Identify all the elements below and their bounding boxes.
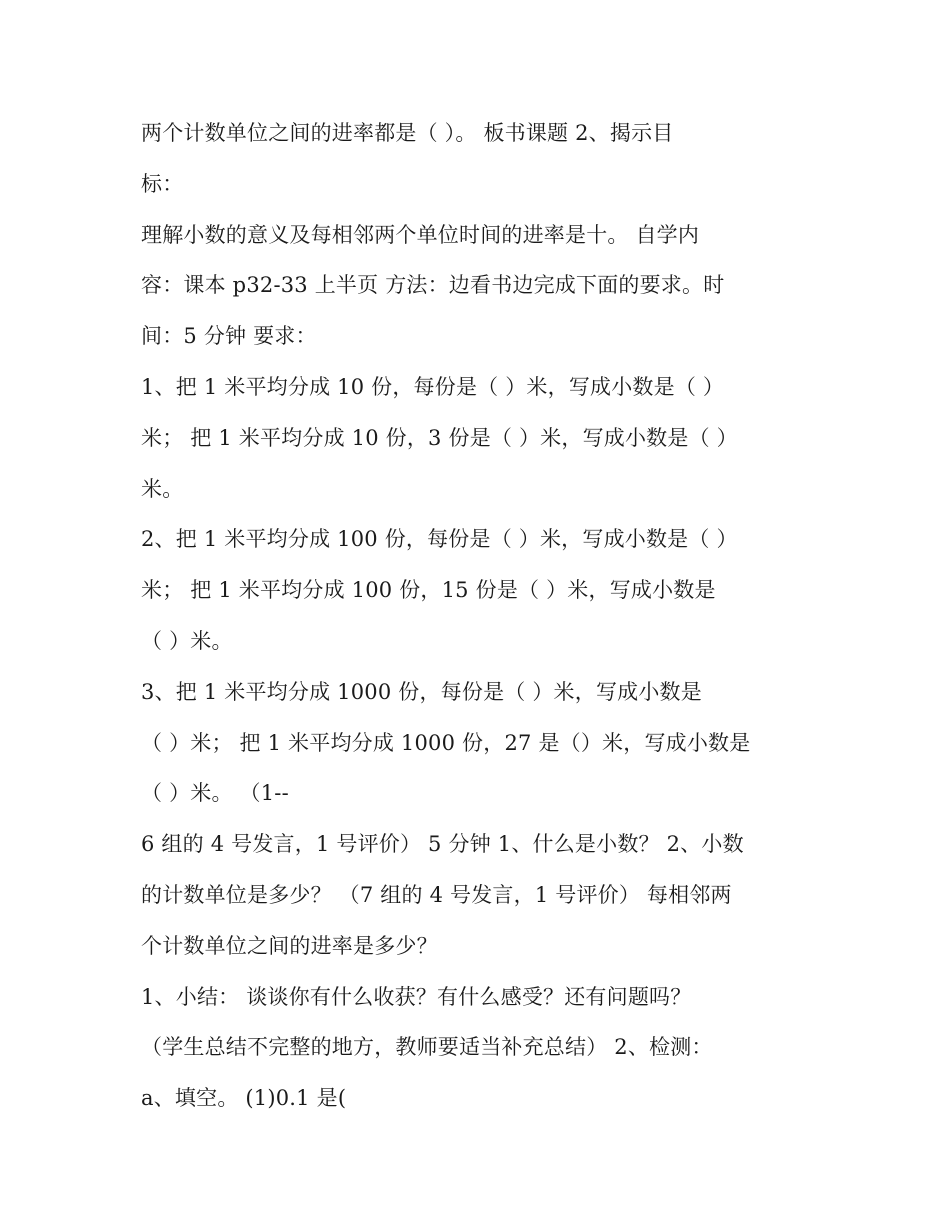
text-line: 标： bbox=[141, 171, 184, 196]
document-body bbox=[141, 108, 811, 1124]
text-line: 米； 把 1 米平均分成 10 份，3 份是（ ）米，写成小数是（ ） bbox=[141, 425, 738, 450]
text-line: 6 组的 4 号发言，1 号评价） 5 分钟 1、什么是小数？ 2、小数 bbox=[141, 832, 744, 857]
text-line: 3、把 1 米平均分成 1000 份，每份是（ ）米，写成小数是 bbox=[141, 679, 702, 704]
text-line: 1、小结： 谈谈你有什么收获？有什么感受？还有问题吗？ bbox=[141, 984, 692, 1009]
text-line: 米。 bbox=[141, 476, 184, 501]
text-line: （ ）米。 （1-- bbox=[141, 781, 289, 806]
text-line: 间：5 分钟 要求： bbox=[141, 324, 317, 349]
text-line: 容：课本 p32-33 上半页 方法：边看书边完成下面的要求。时 bbox=[141, 273, 725, 298]
text-line: a、填空。 (1)0.1 是( bbox=[141, 1086, 347, 1111]
text-line: 个计数单位之间的进率是多少？ bbox=[141, 933, 438, 958]
text-line: 1、把 1 米平均分成 10 份，每份是（ ）米，写成小数是（ ） bbox=[141, 374, 725, 399]
text-line: 理解小数的意义及每相邻两个单位时间的进率是十。 自学内 bbox=[141, 222, 700, 247]
text-line: （ ）米； 把 1 米平均分成 1000 份，27 是（）米，写成小数是 bbox=[141, 730, 751, 755]
text-line: 的计数单位是多少？ （7 组的 4 号发言，1 号评价） 每相邻两 bbox=[141, 882, 732, 907]
text-line: 两个计数单位之间的进率都是（ ）。 板书课题 2、揭示目 bbox=[141, 121, 674, 145]
text-line: 米； 把 1 米平均分成 100 份，15 份是（ ）米，写成小数是 bbox=[141, 578, 716, 603]
text-line: （学生总结不完整的地方，教师要适当补充总结） 2、检测： bbox=[141, 1035, 713, 1060]
text-line: （ ）米。 bbox=[141, 628, 233, 653]
text-line: 2、把 1 米平均分成 100 份，每份是（ ）米，写成小数是（ ） bbox=[141, 527, 738, 552]
